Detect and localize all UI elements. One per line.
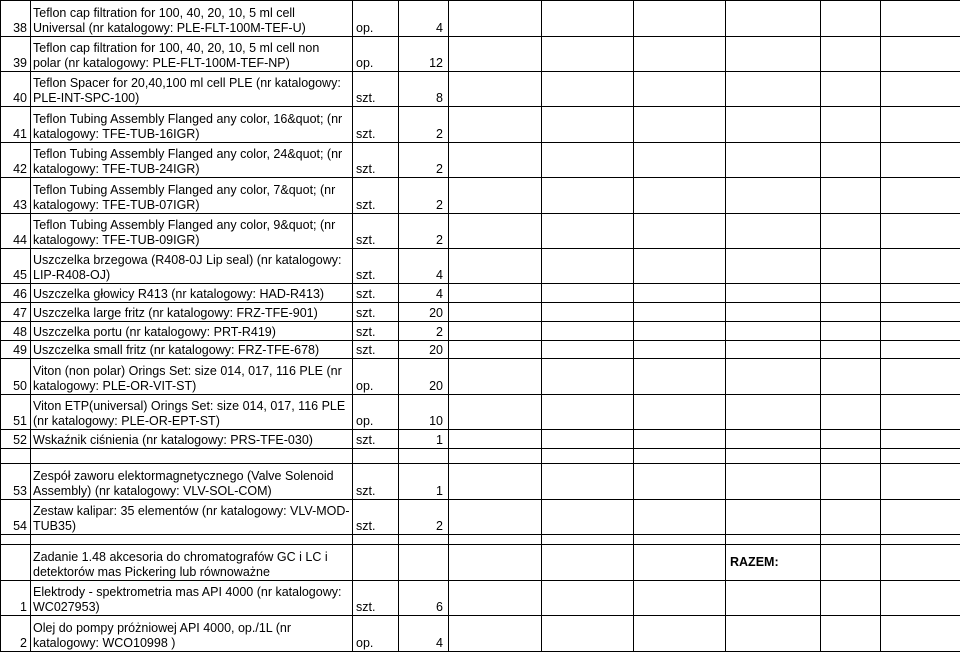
table-row	[1, 359, 960, 395]
empty-cell	[634, 581, 726, 616]
empty-cell	[634, 143, 726, 178]
empty-cell	[821, 284, 881, 303]
table-row	[1, 430, 960, 449]
empty-cell	[634, 284, 726, 303]
table-row	[1, 449, 960, 464]
unit-cell: szt.	[353, 322, 399, 341]
empty-cell	[881, 449, 960, 464]
empty-cell	[881, 303, 960, 322]
empty-cell	[634, 37, 726, 72]
description-line-2: (nr katalogowy: PLE-OR-EPT-ST)	[33, 414, 220, 428]
empty-cell	[881, 37, 960, 72]
table-row	[1, 341, 960, 359]
table-row	[1, 464, 960, 500]
empty-cell	[821, 464, 881, 500]
description-line-1: Uszczelka brzegowa (R408-0J Lip seal) (nr katalogowy:	[33, 253, 342, 267]
empty-cell	[634, 449, 726, 464]
empty-cell	[634, 616, 726, 652]
quantity-cell: 2	[399, 107, 449, 143]
table-row	[1, 1, 960, 37]
description-line-2: katalogowy: WCO10998 )	[33, 636, 176, 650]
quantity-cell: 1	[399, 430, 449, 449]
table-row	[1, 178, 960, 214]
empty-cell	[726, 581, 821, 616]
row-number: 38	[1, 1, 31, 37]
quantity-cell: 10	[399, 395, 449, 430]
description-line-2: katalogowy: TFE-TUB-09IGR)	[33, 233, 200, 247]
unit-cell: szt.	[353, 581, 399, 616]
empty-cell	[449, 616, 542, 652]
description-line-2: Uszczelka głowicy R413 (nr katalogowy: HAD-R413)	[33, 287, 325, 301]
quantity-cell: 2	[399, 322, 449, 341]
quantity-cell: 20	[399, 359, 449, 395]
item-description	[31, 37, 353, 72]
description-line-1: Elektrody - spektrometria mas API 4000 (nr katalogowy:	[33, 585, 342, 599]
table-row	[1, 72, 960, 107]
empty-cell	[542, 37, 634, 72]
empty-cell	[726, 500, 821, 535]
empty-cell	[449, 430, 542, 449]
table-row	[1, 500, 960, 535]
unit-cell: szt.	[353, 178, 399, 214]
empty-cell	[881, 72, 960, 107]
empty-cell	[449, 72, 542, 107]
empty-cell	[449, 214, 542, 249]
quantity-cell: 2	[399, 178, 449, 214]
description-line-2: WC027953)	[33, 600, 100, 614]
table-row	[1, 214, 960, 249]
row-number: 39	[1, 37, 31, 72]
item-description	[31, 449, 353, 464]
empty-cell	[881, 1, 960, 37]
row-number: 49	[1, 341, 31, 359]
empty-cell	[449, 303, 542, 322]
empty-cell	[726, 303, 821, 322]
empty-cell	[634, 430, 726, 449]
table-row	[1, 284, 960, 303]
empty-cell	[542, 178, 634, 214]
empty-cell	[542, 545, 634, 581]
empty-cell	[726, 449, 821, 464]
row-number: 43	[1, 178, 31, 214]
empty-cell	[821, 107, 881, 143]
description-line-1: Teflon Spacer for 20,40,100 ml cell PLE (nr katalogowy:	[33, 76, 341, 90]
unit-cell: op.	[353, 1, 399, 37]
quantity-cell: 8	[399, 72, 449, 107]
empty-cell	[449, 464, 542, 500]
quantity-cell: 4	[399, 1, 449, 37]
unit-cell: szt.	[353, 249, 399, 284]
empty-cell	[449, 284, 542, 303]
empty-cell	[449, 322, 542, 341]
empty-cell	[821, 500, 881, 535]
empty-cell	[881, 143, 960, 178]
description-line-2: Uszczelka large fritz (nr katalogowy: FRZ-TFE-901)	[33, 306, 318, 320]
empty-cell	[634, 545, 726, 581]
unit-cell: szt.	[353, 464, 399, 500]
empty-cell	[542, 341, 634, 359]
item-description	[31, 249, 353, 284]
item-description	[31, 107, 353, 143]
row-number: 2	[1, 616, 31, 652]
empty-cell	[881, 616, 960, 652]
empty-cell	[726, 178, 821, 214]
item-description	[31, 359, 353, 395]
empty-cell	[821, 341, 881, 359]
empty-cell	[726, 37, 821, 72]
empty-cell	[821, 359, 881, 395]
empty-cell	[726, 143, 821, 178]
description-line-2: PLE-INT-SPC-100)	[33, 91, 140, 105]
description-line-1: Zadanie 1.48 akcesoria do chromatografów GC i LC i	[33, 550, 328, 564]
table-row	[1, 616, 960, 652]
description-line-1: Teflon Tubing Assembly Flanged any color, 9&quot; (nr	[33, 218, 336, 232]
unit-cell	[353, 535, 399, 545]
description-line-1: Teflon Tubing Assembly Flanged any color, 7&quot; (nr	[33, 183, 336, 197]
description-line-1: Viton (non polar) Orings Set: size 014, 017, 116 PLE (nr	[33, 364, 342, 378]
table-row	[1, 143, 960, 178]
empty-cell	[726, 430, 821, 449]
row-number	[1, 449, 31, 464]
row-number	[1, 535, 31, 545]
row-number: 51	[1, 395, 31, 430]
empty-cell	[634, 1, 726, 37]
description-line-2: Assembly) (nr katalogowy: VLV-SOL-COM)	[33, 484, 272, 498]
empty-cell	[542, 616, 634, 652]
description-line-2: TUB35)	[33, 519, 77, 533]
empty-cell	[726, 359, 821, 395]
empty-cell	[542, 581, 634, 616]
empty-cell	[821, 581, 881, 616]
row-number: 1	[1, 581, 31, 616]
empty-cell	[449, 341, 542, 359]
item-description	[31, 72, 353, 107]
item-description	[31, 535, 353, 545]
row-number	[1, 545, 31, 581]
empty-cell	[634, 303, 726, 322]
empty-cell	[821, 249, 881, 284]
row-number: 53	[1, 464, 31, 500]
table-row	[1, 535, 960, 545]
empty-cell	[542, 500, 634, 535]
empty-cell	[726, 322, 821, 341]
unit-cell	[353, 449, 399, 464]
empty-cell	[881, 535, 960, 545]
empty-cell	[449, 37, 542, 72]
row-number: 45	[1, 249, 31, 284]
unit-cell: szt.	[353, 72, 399, 107]
empty-cell	[634, 249, 726, 284]
empty-cell	[542, 464, 634, 500]
empty-cell	[881, 178, 960, 214]
description-line-1: Zestaw kalipar: 35 elementów (nr katalogowy: VLV-MOD-	[33, 504, 350, 518]
table-row	[1, 581, 960, 616]
quantity-cell: 4	[399, 249, 449, 284]
row-number: 52	[1, 430, 31, 449]
empty-cell	[821, 178, 881, 214]
empty-cell	[634, 72, 726, 107]
quantity-cell: 4	[399, 284, 449, 303]
empty-cell	[634, 178, 726, 214]
table-row	[1, 322, 960, 341]
quantity-cell	[399, 449, 449, 464]
quantity-cell	[399, 545, 449, 581]
description-line-1: Teflon Tubing Assembly Flanged any color, 24&quot; (nr	[33, 147, 343, 161]
table-row	[1, 545, 960, 581]
unit-cell: szt.	[353, 214, 399, 249]
unit-cell: op.	[353, 616, 399, 652]
table-row	[1, 107, 960, 143]
empty-cell	[542, 430, 634, 449]
item-description	[31, 214, 353, 249]
description-line-2: katalogowy: TFE-TUB-24IGR)	[33, 162, 200, 176]
empty-cell	[542, 1, 634, 37]
empty-cell	[881, 395, 960, 430]
unit-cell: szt.	[353, 341, 399, 359]
unit-cell: szt.	[353, 303, 399, 322]
empty-cell	[542, 449, 634, 464]
empty-cell	[449, 535, 542, 545]
description-line-1: Zespół zaworu elektormagnetycznego (Valve Solenoid	[33, 469, 334, 483]
empty-cell	[449, 500, 542, 535]
item-description	[31, 341, 353, 359]
table-row	[1, 37, 960, 72]
description-line-2: Uszczelka portu (nr katalogowy: PRT-R419)	[33, 325, 276, 339]
item-description	[31, 322, 353, 341]
empty-cell	[634, 500, 726, 535]
row-number: 40	[1, 72, 31, 107]
row-number: 44	[1, 214, 31, 249]
empty-cell	[542, 284, 634, 303]
item-description	[31, 284, 353, 303]
description-line-2: polar (nr katalogowy: PLE-FLT-100M-TEF-NP)	[33, 56, 290, 70]
empty-cell	[634, 341, 726, 359]
empty-cell	[726, 214, 821, 249]
description-line-1: Olej do pompy próżniowej API 4000, op./1L (nr	[33, 621, 292, 635]
item-description	[31, 581, 353, 616]
empty-cell	[542, 143, 634, 178]
empty-cell	[634, 535, 726, 545]
empty-cell	[634, 395, 726, 430]
empty-cell	[821, 303, 881, 322]
razem-label: RAZEM:	[726, 545, 821, 581]
unit-cell: szt.	[353, 284, 399, 303]
empty-cell	[542, 72, 634, 107]
empty-cell	[726, 395, 821, 430]
table-row	[1, 395, 960, 430]
empty-cell	[881, 464, 960, 500]
unit-cell: szt.	[353, 143, 399, 178]
row-number: 50	[1, 359, 31, 395]
empty-cell	[821, 616, 881, 652]
description-line-2: LIP-R408-OJ)	[33, 268, 111, 282]
empty-cell	[821, 1, 881, 37]
quantity-cell: 20	[399, 303, 449, 322]
empty-cell	[881, 322, 960, 341]
quantity-cell: 20	[399, 341, 449, 359]
quantity-cell: 2	[399, 500, 449, 535]
empty-cell	[881, 249, 960, 284]
quantity-cell: 2	[399, 214, 449, 249]
description-line-2: katalogowy: TFE-TUB-16IGR)	[33, 127, 200, 141]
empty-cell	[542, 359, 634, 395]
empty-cell	[881, 545, 960, 581]
description-line-2: Uszczelka small fritz (nr katalogowy: FRZ-TFE-678)	[33, 343, 320, 357]
description-line-2: katalogowy: TFE-TUB-07IGR)	[33, 198, 200, 212]
quantity-cell: 1	[399, 464, 449, 500]
empty-cell	[449, 1, 542, 37]
empty-cell	[881, 214, 960, 249]
row-number: 46	[1, 284, 31, 303]
empty-cell	[821, 72, 881, 107]
item-description	[31, 395, 353, 430]
empty-cell	[821, 449, 881, 464]
empty-cell	[542, 214, 634, 249]
empty-cell	[726, 284, 821, 303]
empty-cell	[634, 464, 726, 500]
empty-cell	[542, 303, 634, 322]
empty-cell	[881, 500, 960, 535]
empty-cell	[542, 249, 634, 284]
item-description	[31, 1, 353, 37]
item-description	[31, 143, 353, 178]
unit-cell: op.	[353, 37, 399, 72]
empty-cell	[542, 395, 634, 430]
unit-cell: op.	[353, 395, 399, 430]
empty-cell	[634, 107, 726, 143]
empty-cell	[726, 1, 821, 37]
unit-cell	[353, 545, 399, 581]
empty-cell	[881, 107, 960, 143]
row-number: 47	[1, 303, 31, 322]
empty-cell	[881, 430, 960, 449]
item-description	[31, 430, 353, 449]
empty-cell	[726, 464, 821, 500]
empty-cell	[821, 143, 881, 178]
empty-cell	[881, 284, 960, 303]
unit-cell: szt.	[353, 430, 399, 449]
row-number: 41	[1, 107, 31, 143]
empty-cell	[726, 341, 821, 359]
description-line-2: Universal (nr katalogowy: PLE-FLT-100M-TEF-U)	[33, 21, 306, 35]
empty-cell	[634, 214, 726, 249]
empty-cell	[542, 107, 634, 143]
quantity-cell: 4	[399, 616, 449, 652]
table-row	[1, 249, 960, 284]
empty-cell	[726, 72, 821, 107]
quantity-cell: 6	[399, 581, 449, 616]
quantity-cell: 12	[399, 37, 449, 72]
description-line-2: katalogowy: PLE-OR-VIT-ST)	[33, 379, 197, 393]
empty-cell	[449, 178, 542, 214]
empty-cell	[821, 545, 881, 581]
empty-cell	[449, 545, 542, 581]
item-description	[31, 303, 353, 322]
description-line-1: Viton ETP(universal) Orings Set: size 014, 017, 116 PLE	[33, 399, 346, 413]
empty-cell	[449, 249, 542, 284]
empty-cell	[449, 449, 542, 464]
row-number: 48	[1, 322, 31, 341]
unit-cell: szt.	[353, 107, 399, 143]
empty-cell	[821, 395, 881, 430]
empty-cell	[449, 107, 542, 143]
row-number: 42	[1, 143, 31, 178]
empty-cell	[881, 581, 960, 616]
item-description	[31, 616, 353, 652]
empty-cell	[449, 143, 542, 178]
empty-cell	[881, 341, 960, 359]
empty-cell	[634, 322, 726, 341]
description-line-1: Teflon Tubing Assembly Flanged any color, 16&quot; (nr	[33, 112, 343, 126]
empty-cell	[726, 249, 821, 284]
description-line-1: Teflon cap filtration for 100, 40, 20, 10, 5 ml cell non	[33, 41, 320, 55]
empty-cell	[821, 214, 881, 249]
item-description	[31, 464, 353, 500]
empty-cell	[449, 395, 542, 430]
empty-cell	[821, 37, 881, 72]
description-line-2: detektorów mas Pickering lub równoważne	[33, 565, 270, 579]
quantity-cell: 2	[399, 143, 449, 178]
empty-cell	[449, 581, 542, 616]
unit-cell: szt.	[353, 500, 399, 535]
empty-cell	[726, 616, 821, 652]
empty-cell	[881, 359, 960, 395]
empty-cell	[821, 535, 881, 545]
table-row	[1, 303, 960, 322]
item-description	[31, 500, 353, 535]
row-number: 54	[1, 500, 31, 535]
empty-cell	[821, 322, 881, 341]
item-description	[31, 178, 353, 214]
empty-cell	[726, 535, 821, 545]
description-line-2: Wskaźnik ciśnienia (nr katalogowy: PRS-TFE-030)	[33, 433, 313, 447]
item-description	[31, 545, 353, 581]
empty-cell	[542, 322, 634, 341]
empty-cell	[634, 359, 726, 395]
empty-cell	[821, 430, 881, 449]
empty-cell	[542, 535, 634, 545]
empty-cell	[726, 107, 821, 143]
unit-cell: op.	[353, 359, 399, 395]
description-line-1: Teflon cap filtration for 100, 40, 20, 10, 5 ml cell	[33, 6, 295, 20]
quantity-cell	[399, 535, 449, 545]
empty-cell	[449, 359, 542, 395]
